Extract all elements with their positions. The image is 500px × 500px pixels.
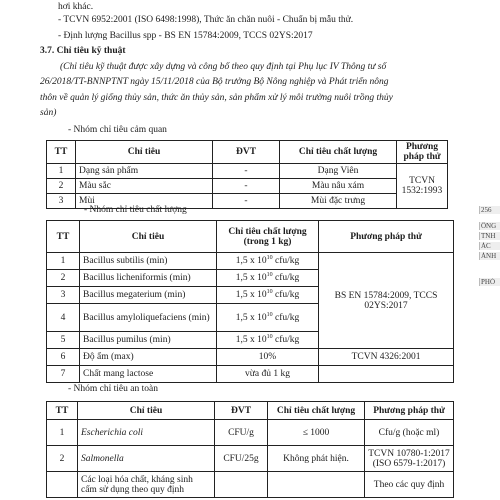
cell-quality: 10% <box>217 349 319 366</box>
section-note-line3: thôn về quản lý giống thủy sản, thức ăn thủy sản, sản phẩm xử lý môi trường nuôi trồng thủy <box>40 93 393 103</box>
cell-unit: - <box>213 194 280 209</box>
section-note-line2: 26/2018/TT-BNNPTNT ngày 15/11/2018 của Bộ trưởng Bộ Nông nghiệp và Phát triển nông <box>40 77 389 87</box>
cell-criterion: Escherichia coli <box>78 420 215 446</box>
cell-criterion: Dạng sản phẩm <box>76 164 213 179</box>
cell-method: Cfu/g (hoặc ml) <box>365 420 454 446</box>
col-header-quality: Chỉ tiêu chất lượng <box>268 402 365 420</box>
value-unit: cfu/kg <box>272 335 300 345</box>
cell-unit: CFU/g <box>215 420 268 446</box>
cell-method: TCVN 1532:1993 <box>397 164 448 209</box>
cell-quality: ≤ 1000 <box>268 420 365 446</box>
col-header-quality: Chỉ tiêu chất lượng <box>280 141 397 164</box>
cell-criterion: Bacillus pumilus (min) <box>80 332 217 349</box>
value-base: 1,5 x 10 <box>235 273 267 283</box>
cell-tt: 2 <box>47 270 80 287</box>
quality-heading: - Nhóm chỉ tiêu chất lượng <box>84 205 187 215</box>
value-exponent: 10 <box>266 333 273 340</box>
value-base: 1,5 x 10 <box>235 335 267 345</box>
table-row <box>47 420 454 446</box>
cell-method <box>319 366 454 383</box>
table-row <box>47 164 448 179</box>
cell-tt: 7 <box>47 366 80 383</box>
cell-quality: Dạng Viên <box>280 164 397 179</box>
cell-quality <box>217 304 319 332</box>
col-header-unit: ĐVT <box>213 141 280 164</box>
section-note-line1: (Chỉ tiêu kỹ thuật được xây dựng và công bố theo quy định tại Phụ lục IV Thông tư số <box>60 62 387 72</box>
table-row <box>47 472 454 498</box>
col-header-criterion: Chỉ tiêu <box>80 221 217 253</box>
cell-unit: - <box>213 179 280 194</box>
cell-quality <box>268 472 365 498</box>
cell-criterion: Bacillus subtilis (min) <box>80 253 217 270</box>
cell-tt: 1 <box>47 164 76 179</box>
cell-criterion: Chất mang lactose <box>80 366 217 383</box>
table-row <box>47 366 454 383</box>
cell-quality <box>217 253 319 270</box>
value-unit: cfu/kg <box>272 312 300 323</box>
cell-quality: vừa đủ 1 kg <box>217 366 319 383</box>
value-exponent: 10 <box>266 254 273 261</box>
cell-tt: 1 <box>47 420 78 446</box>
cell-criterion: Salmonella <box>78 446 215 472</box>
value-base: 1,5 x 10 <box>235 256 267 266</box>
col-header-tt: TT <box>47 221 80 253</box>
cell-criterion: Độ ẩm (max) <box>80 349 217 366</box>
col-header-quality: Chỉ tiêu chất lượng (trong 1 kg) <box>217 221 319 253</box>
table-row <box>47 253 454 270</box>
edge-fragment: ÀNH <box>479 252 500 260</box>
col-header-criterion: Chỉ tiêu <box>78 402 215 420</box>
col-header-method: Phương pháp thử <box>365 402 454 420</box>
section-title: 3.7. Chỉ tiêu kỹ thuật <box>40 46 126 56</box>
value-exponent: 10 <box>266 271 273 278</box>
sensory-heading: - Nhóm chỉ tiêu cảm quan <box>68 125 167 135</box>
cell-method: TCVN 10780-1:2017 (ISO 6579-1:2017) <box>365 446 454 472</box>
edge-fragment: ÁC <box>479 242 500 250</box>
col-header-unit: ĐVT <box>215 402 268 420</box>
text-continuation: hơi khác. <box>58 2 94 12</box>
cell-method: TCVN 4326:2001 <box>319 349 454 366</box>
cell-tt: 3 <box>47 194 76 209</box>
table-row <box>47 179 448 194</box>
cell-criterion: Bacillus megaterium (min) <box>80 287 217 304</box>
safety-heading: - Nhóm chỉ tiêu an toàn <box>68 384 158 394</box>
standard-reference-1: - TCVN 6952:2001 (ISO 6498:1998), Thức ăn chăn nuôi - Chuẩn bị mẫu thử. <box>58 15 354 25</box>
cell-criterion: Bacillus licheniformis (min) <box>80 270 217 287</box>
cell-tt: 6 <box>47 349 80 366</box>
cell-tt: 2 <box>47 446 78 472</box>
cell-quality <box>217 270 319 287</box>
col-header-method: Phương pháp thử <box>319 221 454 253</box>
cell-criterion: Màu sắc <box>76 179 213 194</box>
value-exponent: 10 <box>266 288 273 295</box>
sensory-table <box>46 140 448 209</box>
value-unit: cfu/kg <box>272 290 300 300</box>
cell-tt: 1 <box>47 253 80 270</box>
cell-method: BS EN 15784:2009, TCCS 02YS:2017 <box>319 253 454 349</box>
cell-criterion: Mùi <box>76 194 213 209</box>
col-header-method: Phương pháp thử <box>397 141 448 164</box>
table-row <box>47 446 454 472</box>
cell-tt <box>47 472 78 498</box>
edge-fragment: 256 <box>479 206 500 214</box>
value-base: 1,5 x 10 <box>235 290 267 300</box>
edge-fragment: TNH <box>479 232 500 240</box>
cell-tt: 3 <box>47 287 80 304</box>
cell-tt: 5 <box>47 332 80 349</box>
cell-quality <box>217 287 319 304</box>
table-row <box>47 349 454 366</box>
safety-table <box>46 401 454 498</box>
edge-fragment: PHÒ <box>479 278 500 286</box>
cell-unit: - <box>213 164 280 179</box>
col-header-tt: TT <box>47 402 78 420</box>
standard-reference-2: - Định lượng Bacillus spp - BS EN 15784:2009, TCCS 02YS:2017 <box>58 31 313 41</box>
cell-criterion: Các loại hóa chất, kháng sinh cấm sử dụng theo quy định <box>78 472 215 498</box>
cell-quality: Không phát hiện. <box>268 446 365 472</box>
cell-tt: 2 <box>47 179 76 194</box>
value-base: 1,5 x 10 <box>235 312 267 323</box>
cell-tt: 4 <box>47 304 80 332</box>
cell-unit <box>215 472 268 498</box>
value-exponent: 10 <box>266 311 273 318</box>
section-note-line4: sản) <box>40 108 57 118</box>
cell-quality: Mùi đặc trưng <box>280 194 397 209</box>
col-header-criterion: Chỉ tiêu <box>76 141 213 164</box>
value-unit: cfu/kg <box>272 273 300 283</box>
cell-unit: CFU/25g <box>215 446 268 472</box>
cell-quality <box>217 332 319 349</box>
cell-quality: Màu nâu xám <box>280 179 397 194</box>
cell-criterion: Bacillus amyloliquefaciens (min) <box>80 304 217 332</box>
edge-fragment: ÔNG <box>479 222 500 230</box>
cell-method: Theo các quy định <box>365 472 454 498</box>
value-unit: cfu/kg <box>272 256 300 266</box>
col-header-tt: TT <box>47 141 76 164</box>
quality-table <box>46 220 454 383</box>
